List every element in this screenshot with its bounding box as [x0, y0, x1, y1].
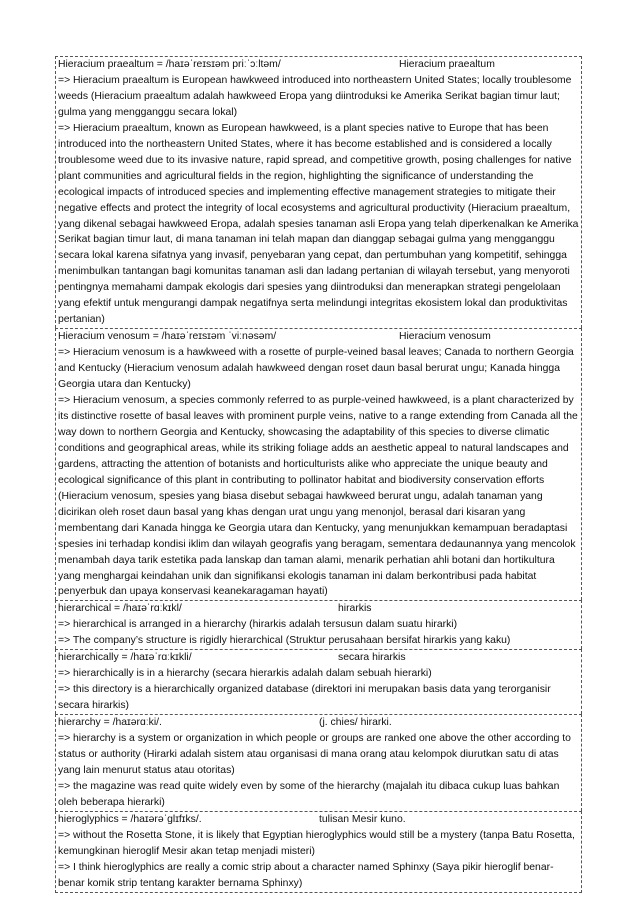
- dictionary-entry: [55, 328, 582, 600]
- headword: hieroglyphics = /haɪərəˈglɪfɪks/.: [58, 813, 202, 825]
- translation: secara hirarkis: [338, 652, 406, 664]
- headword: hierarchically = /haɪəˈrɑːkɪkli/: [58, 652, 192, 664]
- translation: tulisan Mesir kuno.: [319, 813, 406, 825]
- definition-line: => without the Rosetta Stone, it is likely that Egyptian hieroglyphics would still be a mystery (tanpa Batu Rosetta, kemungkinan hieroglif Mesir akan tetap menjadi misteri): [58, 829, 575, 857]
- entry-header: [56, 57, 581, 73]
- example-line: => Hieracium venosum, a species commonly referred to as purple-veined hawkweed, is a plant characterized by its distinctive rosette of basal leaves with prominent purple veins, native to a range extending from Canada all the way down to northern Georgia and Kentucky, showcasing the adaptability of this species to diverse climatic conditions and geographical areas, while its striking foliage adds an aesthetic appeal to natural landscapes and gardens, attracting the attention of botanists and horticulturists alike who appreciate the unique beauty and ecological significance of this plant in contributing to pollinator habitat and biodiversity conservation efforts (Hieracium venosum, spesies yang biasa disebut sebagai hawkweed berurat ungu, adalah tanaman yang dicirikan oleh roset daun basal yang khas dengan urat ungu yang menonjol, berasal dari kisaran yang membentang dari Kanada hingga ke Georgia utara dan Kentucky, yang menunjukkan kemampuan beradaptasi spesies ini terhadap kondisi iklim dan wilayah geografis yang beragam, sementara dedaunannya yang mencolok menambah daya tarik estetika pada lanskap dan taman alami, menarik perhatian ahli botani dan hortikultura yang menghargai keindahan unik dan signifikansi ekologis tanaman ini dalam berkontribusi pada habitat penyerbuk dan upaya konservasi keanekaragaman hayati): [58, 395, 578, 598]
- translation: hirarkis: [338, 603, 372, 615]
- definition-line: => Hieracium praealtum is European hawkweed introduced into northeastern United States; locally troublesome weeds (Hieracium praealtum adalah hawkweed Eropa yang diintroduksi ke Amerika Serikat bagian timur laut; gulma yang mengganggu secara lokal): [58, 74, 572, 118]
- definition-line: => hierarchy is a system or organization in which people or groups are ranked one above the other according to status or authority (Hirarki adalah sistem atau organisasi di mana orang atau kelompok diurutkan satu di atas yang lain menurut status atau otoritas): [58, 733, 571, 776]
- example-line: => the magazine was read quite widely even by some of the hierarchy (majalah itu dibaca cukup luas bahkan oleh beberapa hierarki): [58, 780, 560, 808]
- dictionary-entry: [55, 56, 582, 328]
- dictionary-entry: [55, 811, 582, 893]
- headword: hierarchical = /haɪəˈrɑːkɪkl/: [58, 603, 182, 615]
- dictionary-entry: [55, 600, 582, 649]
- headword: Hieracium praealtum = /haɪəˈreɪsɪəm priːˈɔːltəm/: [58, 59, 281, 70]
- entry-header: [56, 715, 581, 731]
- headword: Hieracium venosum = /haɪəˈreɪsɪəm ˈviːnəsəm/: [58, 331, 277, 343]
- definition-line: => hierarchical is arranged in a hierarchy (hirarkis adalah tersusun dalam suatu hirarki): [58, 619, 458, 631]
- dictionary-entry: [55, 649, 582, 714]
- entry-header: [56, 650, 581, 666]
- translation: Hieracium venosum: [399, 331, 491, 343]
- example-line: => this directory is a hierarchically organized database (direktori ini merupakan basis data yang terorganisir secara hirarkis): [58, 684, 551, 712]
- definition-line: => Hieracium venosum is a hawkweed with a rosette of purple-veined basal leaves; Canada to northern Georgia and Kentucky (Hieracium venosum adalah hawkweed dengan roset daun basal berurat ungu; Kanada hingga Georgia utara dan Kentucky): [58, 347, 574, 391]
- dictionary-entry: [55, 714, 582, 811]
- example-line: => Hieracium praealtum, known as European hawkweed, is a plant species native to Europe that has been introduced into the northeastern United States, where it has become established and is considered a locally troublesome weed due to its invasive nature, rapid spread, and competitive growth, posing challenges for native plant communities and agricultural fields in the region, highlighting the significance of understanding the ecological impacts of introduced species and implementing effective management strategies to mitigate their negative effects and protect the integrity of local ecosystems and agricultural productivity (Hieracium praealtum, yang dikenal sebagai hawkweed Eropa, adalah spesies tanaman asli Eropa yang telah diperkenalkan ke Amerika Serikat bagian timur laut, di mana tanaman ini telah mapan dan dianggap sebagai gulma yang mengganggu secara lokal karena sifatnya yang invasif, penyebaran yang cepat, dan pertumbuhan yang kompetitif, sehingga menimbulkan tantangan bagi komunitas tanaman asli dan ladang pertanian di wilayah tersebut, yang menyoroti pentingnya memahami dampak ekologis dari spesies yang diintroduksi dan menerapkan strategi pengelolaan yang efektif untuk mengurangi dampak negatifnya serta melindungi integritas ekosistem lokal dan produktivitas pertanian): [58, 122, 579, 326]
- translation: Hieracium praealtum: [399, 59, 495, 70]
- translation: (j. chies/ hirarki.: [319, 717, 392, 729]
- dictionary-page: [55, 56, 582, 893]
- example-line: => I think hieroglyphics are really a comic strip about a character named Sphinxy (Saya pikir hieroglif benar-benar komik strip tentang karakter bernama Sphinxy): [58, 861, 554, 889]
- entry-header: [56, 601, 581, 617]
- entry-header: [56, 812, 581, 828]
- definition-line: => hierarchically is in a hierarchy (secara hierarkis adalah dalam sebuah hierarki): [58, 668, 432, 680]
- example-line: => The company’s structure is rigidly hierarchical (Struktur perusahaan bersifat hirarkis yang kaku): [58, 635, 511, 647]
- entry-header: [56, 329, 581, 345]
- headword: hierarchy = /haɪərɑːki/.: [58, 717, 162, 729]
